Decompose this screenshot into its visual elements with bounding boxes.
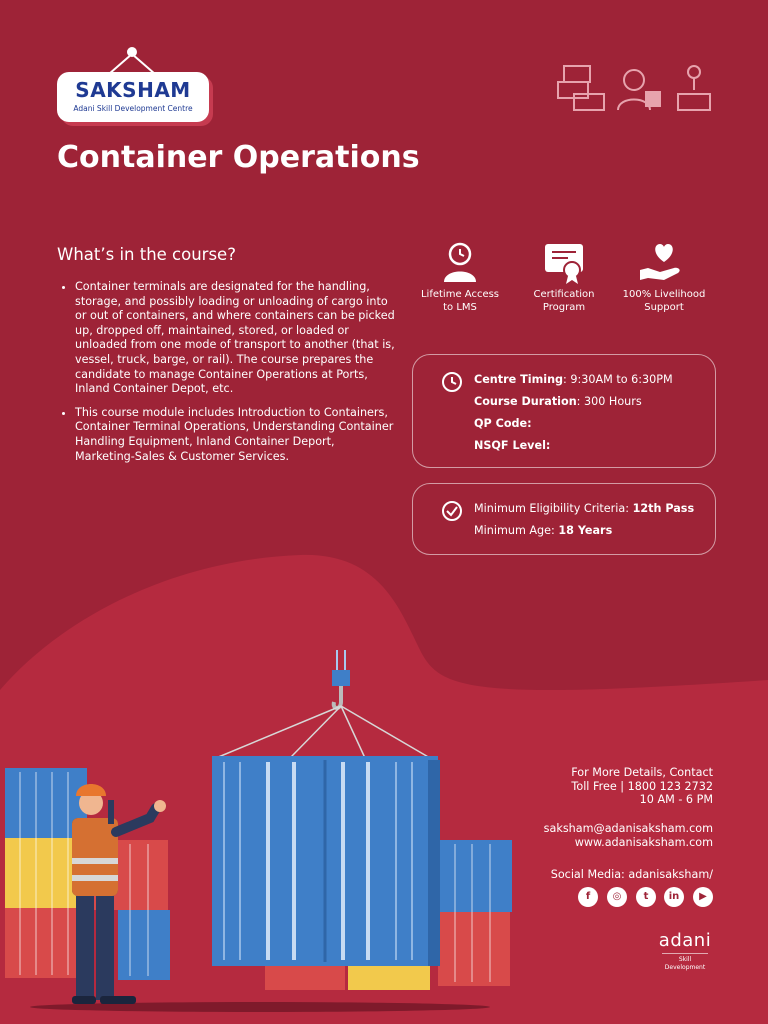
feature-line2: Program — [542, 302, 586, 313]
crane-icon — [678, 66, 710, 110]
facebook-icon[interactable]: f — [578, 887, 598, 907]
contact-email[interactable]: saksham@adanisaksham.com — [543, 822, 713, 835]
adani-tag1: Skill — [662, 953, 708, 964]
header-icons — [554, 62, 714, 114]
age-value: 18 Years — [558, 524, 613, 537]
feature-certification — [509, 240, 619, 314]
twitter-icon[interactable]: t — [636, 887, 656, 907]
hand-heart-icon — [638, 240, 690, 284]
criteria-value: 12th Pass — [632, 502, 695, 515]
adani-tag2: Development — [664, 964, 706, 971]
container-illustration — [0, 640, 520, 1024]
duration-label: Course Duration — [474, 395, 577, 408]
eligibility-card — [412, 483, 716, 555]
age-label: Minimum Age: — [474, 524, 559, 537]
bullet-item: • Container terminals are designated for the handling, storage, and possibly loading or unloading of cargo into or out of containers, and where containers can be picked up, dropped off, maintained, stored, or loaded or unloaded from one mode of transport to another (that is, vessel, truck, barge, or rail). The course prepares the candidate to manage Container Operations at Ports, Inland Container Depot, etc. — [75, 280, 395, 397]
page-title: Container Operations — [57, 140, 420, 175]
timing-row — [474, 369, 673, 391]
feature-line2: Support — [644, 302, 684, 313]
duration-row — [474, 391, 642, 413]
youtube-icon[interactable]: ▶ — [693, 887, 713, 907]
check-circle-icon — [441, 500, 463, 522]
logo-subtitle: Adani Skill Development Centre — [73, 104, 193, 113]
social-media-label: Social Media: adanisaksham/ — [550, 868, 713, 881]
user-clock-icon — [440, 240, 480, 284]
age-row — [474, 520, 612, 542]
qp-label: QP Code: — [474, 417, 532, 430]
course-bullets — [57, 280, 395, 473]
clock-icon — [441, 371, 463, 393]
timing-label: Centre Timing — [474, 373, 564, 386]
hanging-container — [212, 756, 440, 966]
contact-line: For More Details, Contact — [571, 766, 713, 779]
contact-block — [571, 766, 713, 807]
nsqf-row — [474, 435, 550, 457]
contact-hours: 10 AM - 6 PM — [639, 793, 713, 806]
certificate-icon — [542, 240, 586, 284]
instagram-icon[interactable]: ◎ — [607, 887, 627, 907]
criteria-label: Minimum Eligibility Criteria: — [474, 502, 633, 515]
worker-icon — [618, 70, 660, 110]
containers-icon — [558, 66, 604, 110]
crane-hook-icon — [216, 650, 430, 758]
feature-line2: to LMS — [443, 302, 477, 313]
adani-brand: adani — [658, 930, 712, 951]
bullet-item: • This course module includes Introduction to Containers, Container Terminal Operations, Understanding Container Handling Equipment, Inland Container Deport, Marketing-Sales & Customer Services. — [75, 406, 395, 464]
contact-web-block — [544, 822, 713, 849]
feature-livelihood — [609, 240, 719, 314]
section-heading: What’s in the course? — [57, 245, 236, 264]
saksham-logo — [57, 72, 209, 122]
feature-line1: 100% Livelihood — [622, 289, 706, 300]
criteria-row — [474, 498, 694, 520]
nsqf-label: NSQF Level: — [474, 439, 551, 452]
feature-line1: Certification — [533, 289, 595, 300]
qp-code-row — [474, 413, 532, 435]
logo-title: SAKSHAM — [75, 78, 191, 102]
feature-lifetime-access — [405, 240, 515, 314]
feature-line1: Lifetime Access — [420, 289, 500, 300]
adani-logo — [652, 930, 718, 972]
duration-value: : 300 Hours — [576, 395, 642, 408]
timing-card — [412, 354, 716, 468]
ground-shadow — [30, 1002, 490, 1012]
linkedin-icon[interactable]: in — [664, 887, 684, 907]
contact-website[interactable]: www.adanisaksham.com — [574, 835, 713, 849]
timing-value: : 9:30AM to 6:30PM — [563, 373, 673, 386]
contact-tollfree: Toll Free | 1800 123 2732 — [571, 779, 713, 793]
